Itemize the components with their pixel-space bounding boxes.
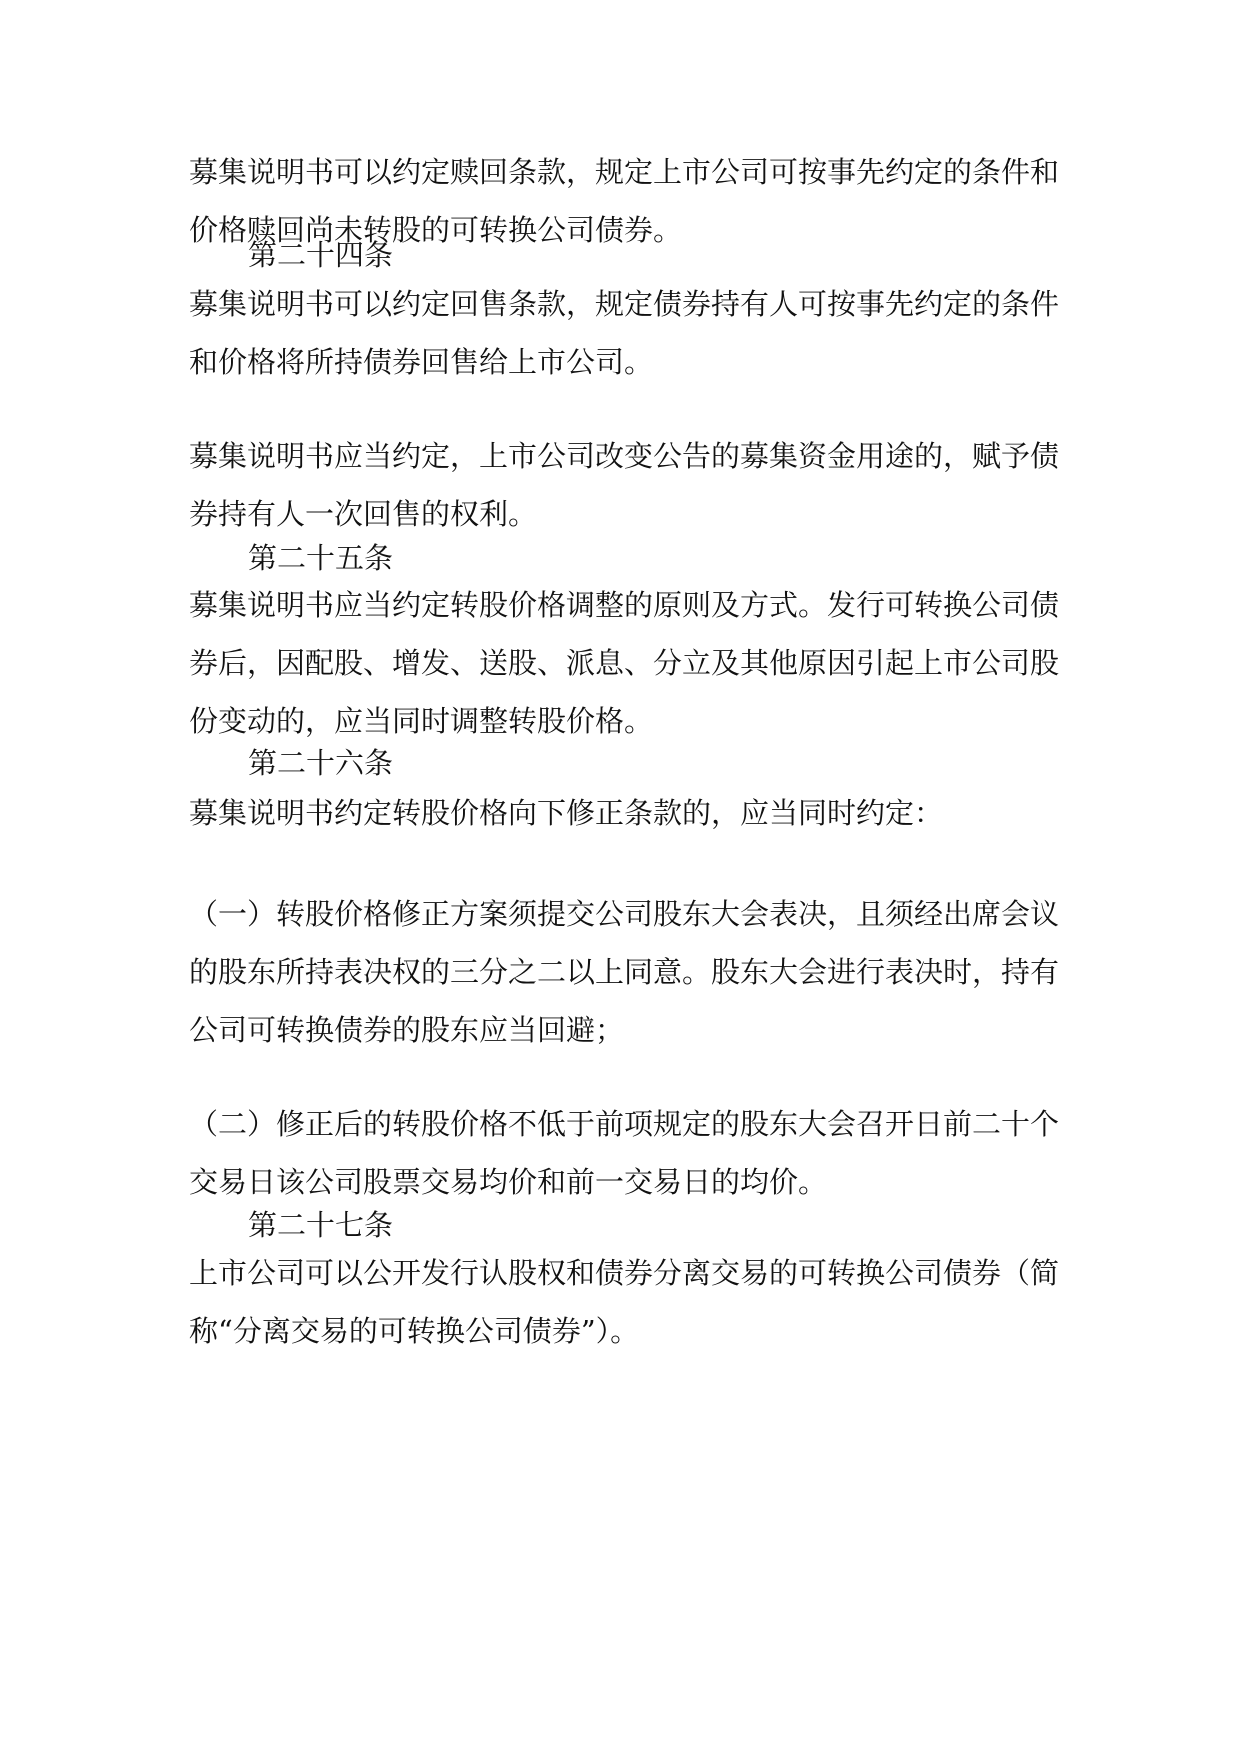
- paragraph-item-two: （二）修正后的转股价格不低于前项规定的股东大会召开日前二十个交易日该公司股票交易均价和前一交易日的均价。: [189, 1107, 1060, 1199]
- article-heading-24: 第二十四条: [248, 238, 394, 272]
- paragraph-conversion-price-adjustment: 募集说明书应当约定转股价格调整的原则及方式。发行可转换公司债券后，因配股、增发、送股、派息、分立及其他原因引起上市公司股份变动的，应当同时调整转股价格。: [189, 588, 1060, 738]
- paragraph-downward-revision: 募集说明书约定转股价格向下修正条款的，应当同时约定：: [189, 796, 944, 830]
- paragraph-put-back-clause: 募集说明书可以约定回售条款，规定债券持有人可按事先约定的条件和价格将所持债券回售给上市公司。: [189, 287, 1060, 379]
- article-heading-27: 第二十七条: [248, 1208, 394, 1242]
- paragraph-redemption-clause: 募集说明书可以约定赎回条款，规定上市公司可按事先约定的条件和价格赎回尚未转股的可转换公司债券。: [189, 155, 1060, 247]
- article-heading-26: 第二十六条: [248, 746, 394, 780]
- paragraph-fund-use-change: 募集说明书应当约定，上市公司改变公告的募集资金用途的，赋予债券持有人一次回售的权利。: [189, 439, 1060, 531]
- paragraph-item-one: （一）转股价格修正方案须提交公司股东大会表决，且须经出席会议的股东所持表决权的三分之二以上同意。股东大会进行表决时，持有公司可转换债券的股东应当回避；: [189, 897, 1060, 1047]
- paragraph-separable-bonds: 上市公司可以公开发行认股权和债券分离交易的可转换公司债券（简称“分离交易的可转换公司债券”）。: [189, 1256, 1060, 1348]
- article-heading-25: 第二十五条: [248, 541, 394, 575]
